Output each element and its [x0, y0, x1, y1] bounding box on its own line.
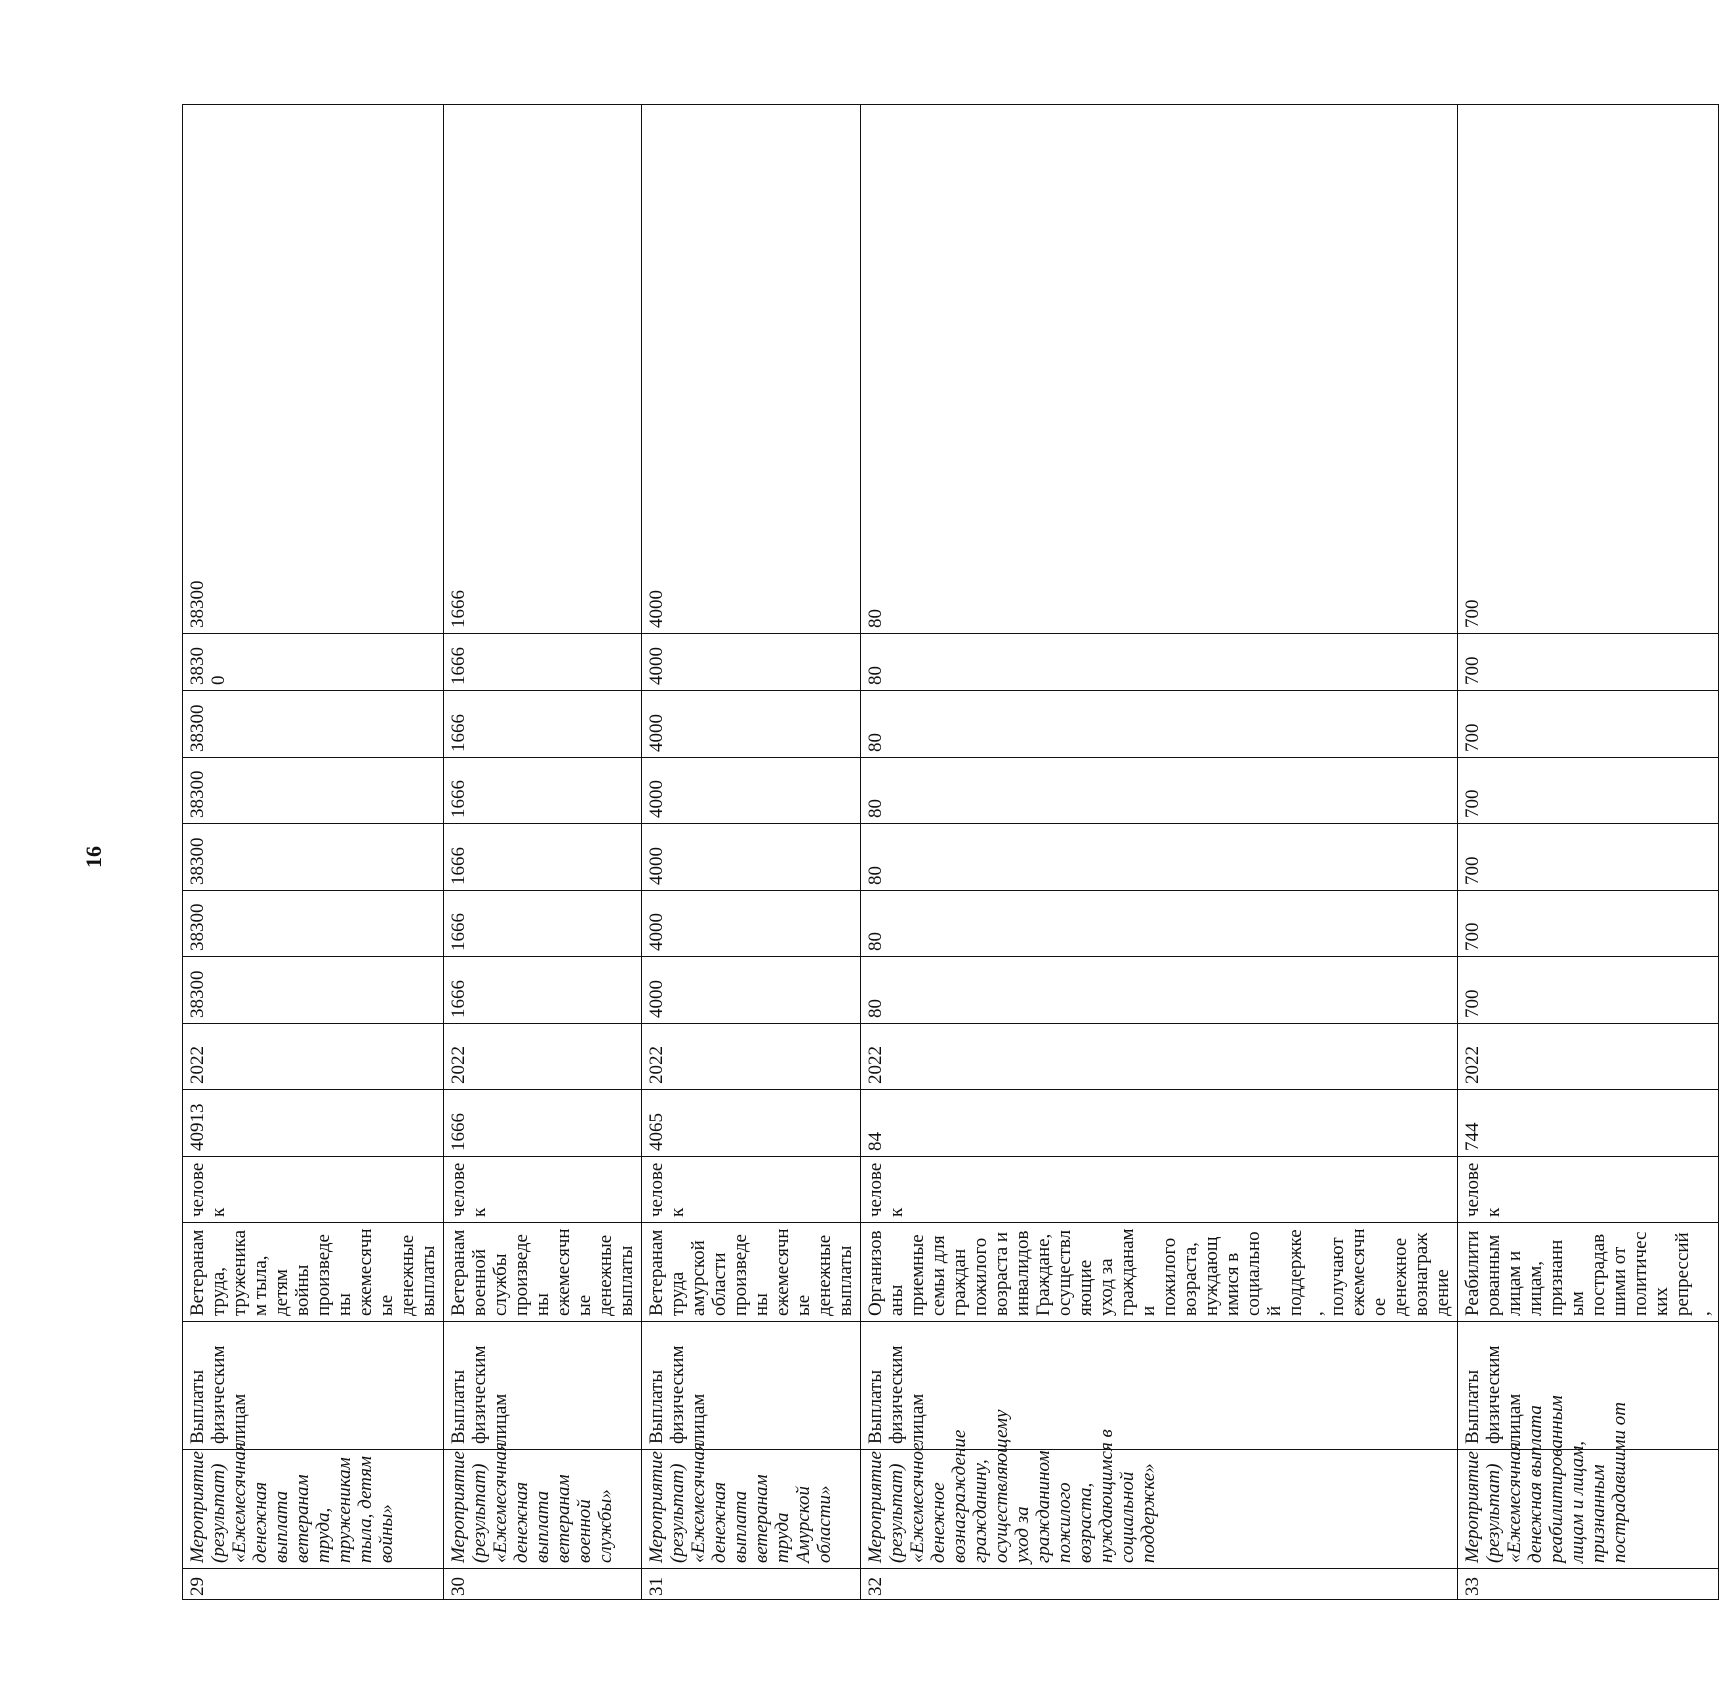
description-cell: Ветеранам труда, труженикам тыла, детям войны произведены ежемесячные денежные выплаты — [183, 1223, 444, 1322]
table-container — [182, 104, 1714, 1600]
year-value-cell: 80 — [861, 691, 1458, 758]
type-cell: Выплаты физическим лицам — [642, 1322, 861, 1450]
year-value-cell: 38300 — [183, 691, 444, 758]
year-value-cell: 1666 — [444, 824, 642, 891]
base-value-cell: 84 — [861, 1090, 1458, 1157]
description-cell: Ветеранам труда амурской области произведены ежемесячные денежные выплаты — [642, 1223, 861, 1322]
year-value-cell: 4000 — [642, 758, 861, 824]
measure-text: Мероприятие (результат) «Ежемесячная денежная выплата ветеранам труда, труженикам тыла, детям войны» — [187, 1442, 397, 1563]
row-number: 29 — [183, 1568, 443, 1599]
results-table — [182, 104, 1719, 1600]
year-value-cell: 4000 — [642, 824, 861, 891]
type-cell: Выплаты физическим лицам — [1458, 1322, 1719, 1450]
year-value-cell: 4000 — [642, 634, 861, 691]
year-value-cell: 4000 — [642, 691, 861, 758]
unit-cell: человек — [642, 1157, 861, 1223]
base-value-cell: 4065 — [642, 1090, 861, 1157]
year-value-cell: 700 — [1458, 957, 1719, 1024]
year-value-cell: 700 — [1458, 105, 1719, 634]
year-value-cell: 1666 — [444, 691, 642, 758]
type-cell: Выплаты физическим лицам — [444, 1322, 642, 1450]
row-number: 30 — [444, 1568, 641, 1599]
table-body — [183, 105, 1719, 1600]
year-value-cell: 1666 — [444, 105, 642, 634]
year-value-cell: 80 — [861, 105, 1458, 634]
table-row — [183, 105, 444, 1600]
year-value-cell: 700 — [1458, 891, 1719, 957]
base-year-cell: 2022 — [444, 1024, 642, 1090]
measure-cell — [1458, 1395, 1719, 1600]
measure-text: Мероприятие (результат) «Ежемесячная денежная выплата ветеранам труда Амурской области» — [646, 1442, 835, 1563]
year-value-cell: 700 — [1458, 634, 1719, 691]
year-value-cell: 700 — [1458, 758, 1719, 824]
year-value-cell: 38300 — [183, 634, 444, 691]
measure-text: Мероприятие (результат) «Ежемесячная денежная выплата ветеранам военной службы» — [448, 1442, 616, 1563]
base-year-cell: 2022 — [861, 1024, 1458, 1090]
year-value-cell: 80 — [861, 758, 1458, 824]
unit-cell: человек — [861, 1157, 1458, 1223]
year-value-cell: 80 — [861, 957, 1458, 1024]
description-cell: Реабилитированным лицам и лицам, признанным пострадавшими от политических репрессий, — [1458, 1223, 1719, 1322]
row-number: 33 — [1458, 1568, 1718, 1599]
unit-cell: человек — [183, 1157, 444, 1223]
year-value-cell: 4000 — [642, 957, 861, 1024]
measure-text: Мероприятие (результат) «Ежемесячное денежное вознаграждение гражданину, осуществляющему уход за гражданином пожилого возраста, нуждающимся в социальной поддержке» — [865, 1409, 1159, 1563]
base-value-cell: 1666 — [444, 1090, 642, 1157]
unit-cell: человек — [444, 1157, 642, 1223]
table-row — [861, 105, 1458, 1600]
year-value-cell: 4000 — [642, 891, 861, 957]
measure-cell — [183, 1442, 444, 1600]
year-value-cell: 4000 — [642, 105, 861, 634]
type-cell: Выплаты физическим лицам — [183, 1322, 444, 1450]
base-value-cell: 40913 — [183, 1090, 444, 1157]
base-year-cell: 2022 — [1458, 1024, 1719, 1090]
year-value-cell: 38300 — [183, 891, 444, 957]
measure-cell — [444, 1442, 642, 1600]
table-row — [1458, 105, 1719, 1600]
year-value-cell: 700 — [1458, 824, 1719, 891]
year-value-cell: 1666 — [444, 891, 642, 957]
year-value-cell: 38300 — [183, 957, 444, 1024]
year-value-cell: 38300 — [183, 824, 444, 891]
year-value-cell: 80 — [861, 891, 1458, 957]
year-value-cell: 80 — [861, 634, 1458, 691]
year-value-cell: 80 — [861, 824, 1458, 891]
description-cell: Ветеранам военной службы произведены ежемесячные денежные выплаты — [444, 1223, 642, 1322]
type-cell: Выплаты физическим лицам — [861, 1322, 1458, 1450]
description-cell: Организованы приемные семьи для граждан пожилого возраста и инвалидов Граждане, осуществляющие уход за гражданами пожилого возраста, нуждающимися в социальной поддержке, получают ежемесячное денежное вознаграждение — [861, 1223, 1458, 1322]
base-value-cell: 744 — [1458, 1090, 1719, 1157]
measure-text: Мероприятие (результат) «Ежемесячная денежная выплата реабилитированным лицам и лицам, признанным пострадавшими от — [1462, 1395, 1630, 1563]
table-row — [444, 105, 642, 1600]
year-value-cell: 700 — [1458, 691, 1719, 758]
year-value-cell: 1666 — [444, 758, 642, 824]
page-number: 16 — [81, 846, 106, 868]
year-value-cell: 38300 — [183, 105, 444, 634]
year-value-cell: 1666 — [444, 634, 642, 691]
row-number: 31 — [642, 1568, 860, 1599]
row-number: 32 — [861, 1568, 1457, 1599]
year-value-cell: 1666 — [444, 957, 642, 1024]
base-year-cell: 2022 — [642, 1024, 861, 1090]
base-year-cell: 2022 — [183, 1024, 444, 1090]
measure-cell — [642, 1442, 861, 1600]
unit-cell: человек — [1458, 1157, 1719, 1223]
year-value-cell: 38300 — [183, 758, 444, 824]
measure-cell — [861, 1409, 1458, 1600]
table-row — [642, 105, 861, 1600]
